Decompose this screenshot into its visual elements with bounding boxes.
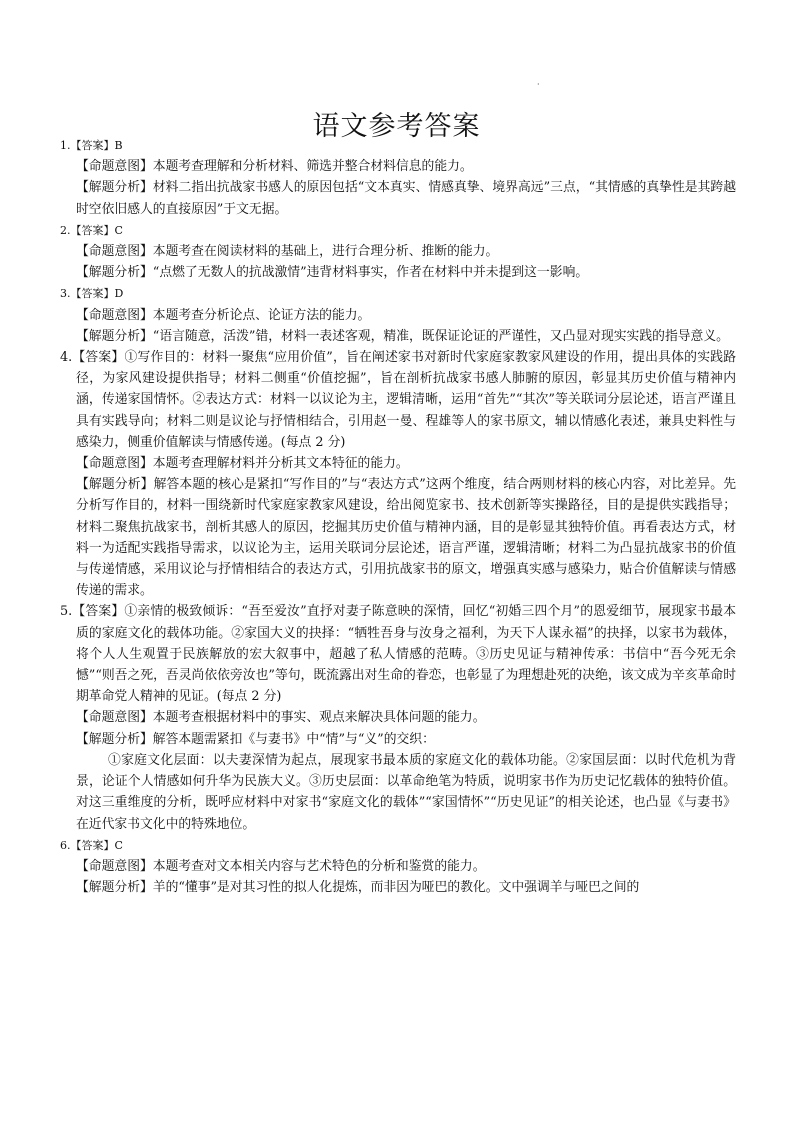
q3-answer: 3.【答案】D: [60, 287, 124, 301]
page-title: 语文参考答案: [312, 111, 481, 142]
q4-analysis: 【解题分析】解答本题的核心是紧扣“写作目的”与“表达方式”这两个维度，结合两则材料的核心内容，对比差异。先分析写作目的，材料一围绕新时代家庭家教家风建设，给出阅览家书、技术创新等实操路径，目的是提供实践指导；材料二聚焦抗战家书，剖析其感人的原因，挖掘其历史价值与精神内涵，目的是彰显其独特价值。再看表达方式，材料一为适配实践指导需求，以议论为主，运用关联词分层论述，语言严谨，逻辑清晰；材料二为凸显抗战家书的价值与传递情感，采用议论与抒情相结合的表达方式，引用抗战家书的原文，增强真实感与感染力，贴合价值解读与情感传递的需求。: [76, 477, 736, 599]
q1-analysis: 【解题分析】材料二指出抗战家书感人的原因包括“文本真实、情感真挚、境界高远”三点，“其情感的真挚性是其跨越时空依旧感人的直接原因”于文无据。: [76, 180, 736, 217]
question-4: [60, 347, 736, 601]
question-5: [60, 601, 736, 834]
q3-analysis: 【解题分析】“语言随意，活泼”错，材料一表述客观，精准，既保证论证的严谨性，又凸显对现实实践的指导意义。: [76, 328, 729, 344]
q2-intent: 【命题意图】本题考查在阅读材料的基础上，进行合理分析、推断的能力。: [76, 244, 499, 260]
q5-intent: 【命题意图】本题考查根据材料中的事实、观点来解决具体问题的能力。: [76, 710, 486, 726]
answer-content: [60, 135, 736, 898]
question-1: [60, 135, 736, 220]
q1-answer: 1.【答案】B: [60, 139, 123, 152]
question-3: [60, 283, 736, 347]
q4-answer: 4.【答案】①写作目的：材料一聚焦“应用价值”，旨在阐述家书对新时代家庭家教家风建设的作用，提出具体的实践路径，为家风建设提供指导；材料二侧重“价值挖掘”，旨在剖析抗战家书感人肺腑的原因，彰显其历史价值与精神内涵，传递家国情怀。②表达方式：材料一以议论为主，逻辑清晰，运用“首先”“其次”等关联词分层论述，语言严谨且具有实践导向；材料二则是议论与抒情相结合，引用赵一曼、程雄等人的家书原文，辅以情感化表述，兼具史料性与感染力，侧重价值解读与情感传递。(每点 2 分): [60, 350, 736, 450]
q2-answer: 2.【答案】C: [60, 223, 123, 237]
page-mark: ·: [537, 80, 540, 89]
q6-answer: 6.【答案】C: [60, 838, 123, 852]
q2-analysis: 【解题分析】“点燃了无数人的抗战激情”违背材料事实，作者在材料中并未提到这一影响。: [76, 265, 589, 281]
q4-intent: 【命题意图】本题考查理解材料并分析其文本特征的能力。: [76, 456, 409, 472]
q5-detail: ①家庭文化层面：以夫妻深情为起点，展现家书最本质的家庭文化的载体功能。②家国层面：以时代危机为背景，论证个人情感如何升华为民族大义。③历史层面：以革命绝笔为特质，说明家书作为历史记忆载体的独特价值。对这三重维度的分析，既呼应材料中对家书“家庭文化的载体”“家国情怀”“历史见证”的相关论述，也凸显《与妻书》在近代家书文化中的特殊地位。: [76, 752, 736, 832]
q5-answer: 5.【答案】①亲情的极致倾诉：“吾至爱汝”直抒对妻子陈意映的深情，回忆“初婚三四个月”的恩爱细节，展现家书最本质的家庭文化的载体功能。②家国大义的抉择：“牺牲吾身与汝身之福利，为天下人谋永福”的抉择，以家书为载体，将个人人生观置于民族解放的宏大叙事中，超越了私人情感的范畴。③历史见证与精神传承：书信中“吾今死无余憾”“则吾之死，吾灵尚依依旁汝也”等句，既流露出对生命的眷恋，也彰显了为理想赴死的决绝，该文成为辛亥革命时期革命党人精神的见证。(每点 2 分): [60, 604, 736, 705]
q1-intent: 【命题意图】本题考查理解和分析材料、筛选并整合材料信息的能力。: [76, 159, 473, 175]
question-2: [60, 220, 736, 284]
q5-analysis: 【解题分析】解答本题需紧扣《与妻书》中“情”与“义”的交织：: [76, 731, 435, 747]
q6-analysis: 【解题分析】羊的“懂事”是对其习性的拟人化提炼，而非因为哑巴的教化。文中强调羊与哑巴之间的: [76, 880, 640, 896]
question-6: [60, 835, 736, 899]
q6-intent: 【命题意图】本题考查对文本相关内容与艺术特色的分析和鉴赏的能力。: [76, 858, 486, 874]
q3-intent: 【命题意图】本题考查分析论点、论证方法的能力。: [76, 307, 371, 323]
